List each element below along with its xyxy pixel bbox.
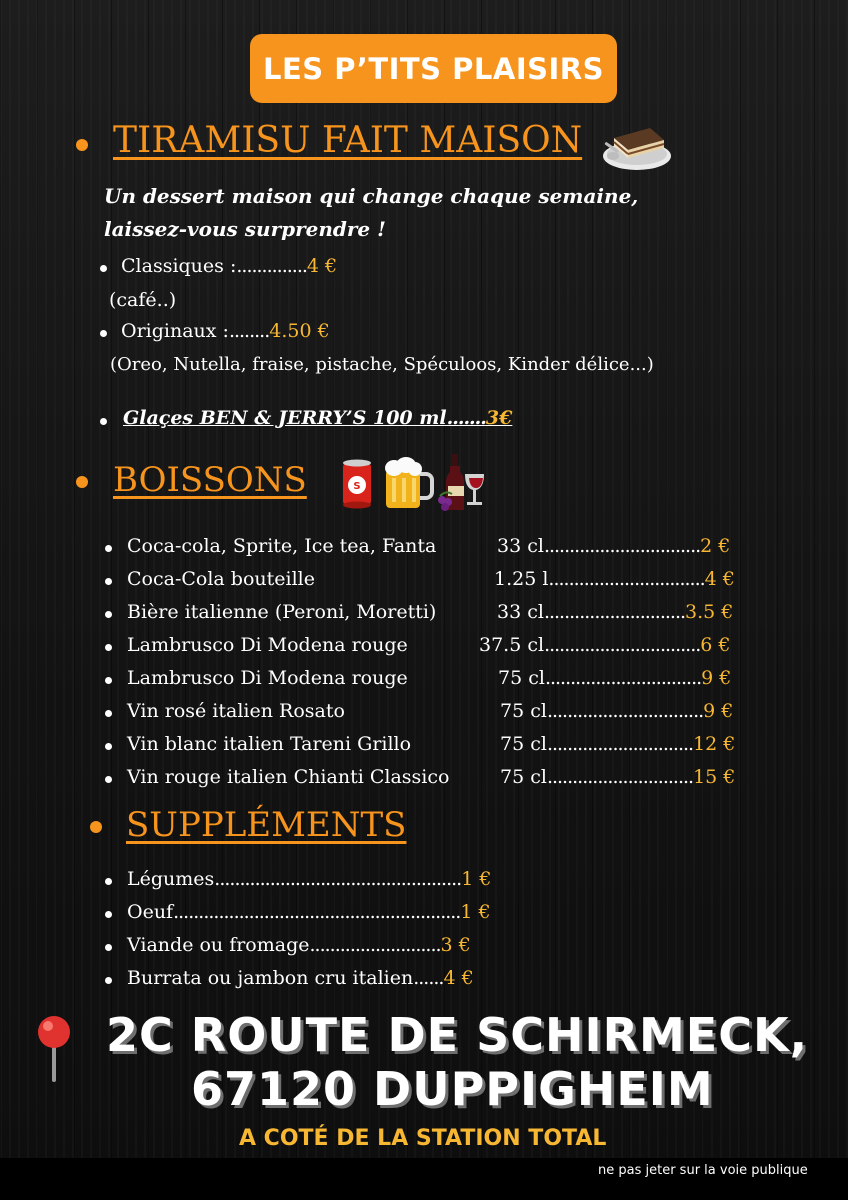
item-line: Burrata ou jambon cru italien......4 €: [127, 967, 474, 989]
header-badge: [250, 34, 617, 103]
item-line: Légumes.................................................1 €: [127, 868, 492, 890]
item-line: Oeuf.........................................................1 €: [127, 901, 491, 923]
tiramisu-classiques-note: (café..): [109, 289, 177, 311]
bullet: [105, 710, 112, 717]
price: 1 €: [460, 901, 491, 923]
address-line-2: 67120 DUPPIGHEIM: [191, 1062, 714, 1116]
address-note: A COTÉ DE LA STATION TOTAL: [239, 1126, 607, 1151]
wine-icon: [436, 452, 488, 512]
bullet: [105, 611, 112, 618]
list-item: [105, 665, 765, 695]
beer-mug-icon: [382, 456, 434, 512]
price: 1 €: [461, 868, 492, 890]
price: 4 €: [704, 568, 735, 590]
list-item: [105, 764, 765, 794]
item-price-line: 33 cl...............................2 €: [497, 535, 731, 557]
item-price-line: 75 cl...............................9 €: [498, 667, 732, 689]
list-item: [105, 698, 765, 728]
tiramisu-classiques: Classiques :..............4 €: [121, 255, 338, 277]
list-item: [105, 866, 765, 896]
bullet: [100, 418, 107, 425]
price: 4 €: [443, 967, 474, 989]
tiramisu-originaux-note: (Oreo, Nutella, fraise, pistache, Spéculoos, Kinder délice...): [110, 354, 654, 375]
bullet: [105, 545, 112, 552]
ice-cream-item: Glaçes BEN & JERRY’S 100 ml.......3€: [123, 407, 513, 429]
price: 2 €: [700, 535, 731, 557]
list-item: [105, 731, 765, 761]
price: 4 €: [306, 255, 338, 277]
map-pin-icon: [32, 1014, 76, 1082]
tiramisu-description-2: laissez-vous surprendre !: [104, 217, 386, 241]
price: 3€: [485, 407, 513, 429]
bullet: [105, 578, 112, 585]
section-bullet: [90, 821, 102, 833]
list-item: [105, 899, 765, 929]
bullet: [100, 330, 107, 337]
tiramisu-icon: [600, 116, 674, 172]
bullet: [100, 265, 107, 272]
bullet: [105, 776, 112, 783]
item-price-line: 75 cl.............................12 €: [500, 733, 736, 755]
price: 3.5 €: [685, 601, 734, 623]
item-name: Vin blanc italien Tareni Grillo: [127, 733, 412, 755]
item-price-line: 75 cl...............................9 €: [500, 700, 734, 722]
list-item: [105, 566, 765, 596]
item-name: Lambrusco Di Modena rouge: [127, 667, 408, 689]
item-price-line: 37.5 cl...............................6 €: [479, 634, 731, 656]
item-name: Coca-cola, Sprite, Ice tea, Fanta: [127, 535, 437, 557]
price: 12 €: [693, 733, 736, 755]
supplements-title: SUPPLÉMENTS: [126, 805, 407, 845]
item-line: Viande ou fromage..........................3 €: [127, 934, 471, 956]
list-item: [105, 965, 765, 995]
item-name: Vin rosé italien Rosato: [127, 700, 345, 722]
bullet: [105, 677, 112, 684]
item-price-line: 33 cl............................3.5 €: [497, 601, 734, 623]
item-price-line: 1.25 l...............................4 €: [494, 568, 735, 590]
price: 9 €: [701, 667, 732, 689]
item-name: Lambrusco Di Modena rouge: [127, 634, 408, 656]
list-item: [105, 932, 765, 962]
item-name: Bière italienne (Peroni, Moretti): [127, 601, 437, 623]
header-title: LES P’TITS PLAISIRS: [262, 51, 605, 86]
price: 15 €: [693, 766, 736, 788]
price: 9 €: [703, 700, 734, 722]
item-name: Vin rouge italien Chianti Classico: [127, 766, 450, 788]
section-bullet: [76, 139, 88, 151]
tiramisu-title: TIRAMISU FAIT MAISON: [113, 120, 583, 161]
bullet: [105, 878, 112, 885]
item-name: Coca-Cola bouteille: [127, 568, 315, 590]
item-price-line: 75 cl.............................15 €: [500, 766, 736, 788]
price: 4.50 €: [269, 320, 330, 342]
svg-text:S: S: [353, 481, 361, 492]
address-line-1: 2C ROUTE DE SCHIRMECK,: [106, 1008, 809, 1062]
bullet: [105, 944, 112, 951]
price: 3 €: [440, 934, 471, 956]
list-item: [105, 599, 765, 629]
price: 6 €: [700, 634, 731, 656]
tiramisu-description-1: Un dessert maison qui change chaque semaine,: [104, 184, 639, 208]
footer-note: ne pas jeter sur la voie publique: [598, 1163, 808, 1178]
bullet: [105, 644, 112, 651]
list-item: [105, 533, 765, 563]
soda-can-icon: [340, 458, 374, 510]
tiramisu-originaux: Originaux :........4.50 €: [121, 320, 330, 342]
section-bullet: [76, 476, 88, 488]
bullet: [105, 743, 112, 750]
list-item: [105, 632, 765, 662]
bullet: [105, 911, 112, 918]
bullet: [105, 977, 112, 984]
boissons-title: BOISSONS: [113, 460, 307, 500]
